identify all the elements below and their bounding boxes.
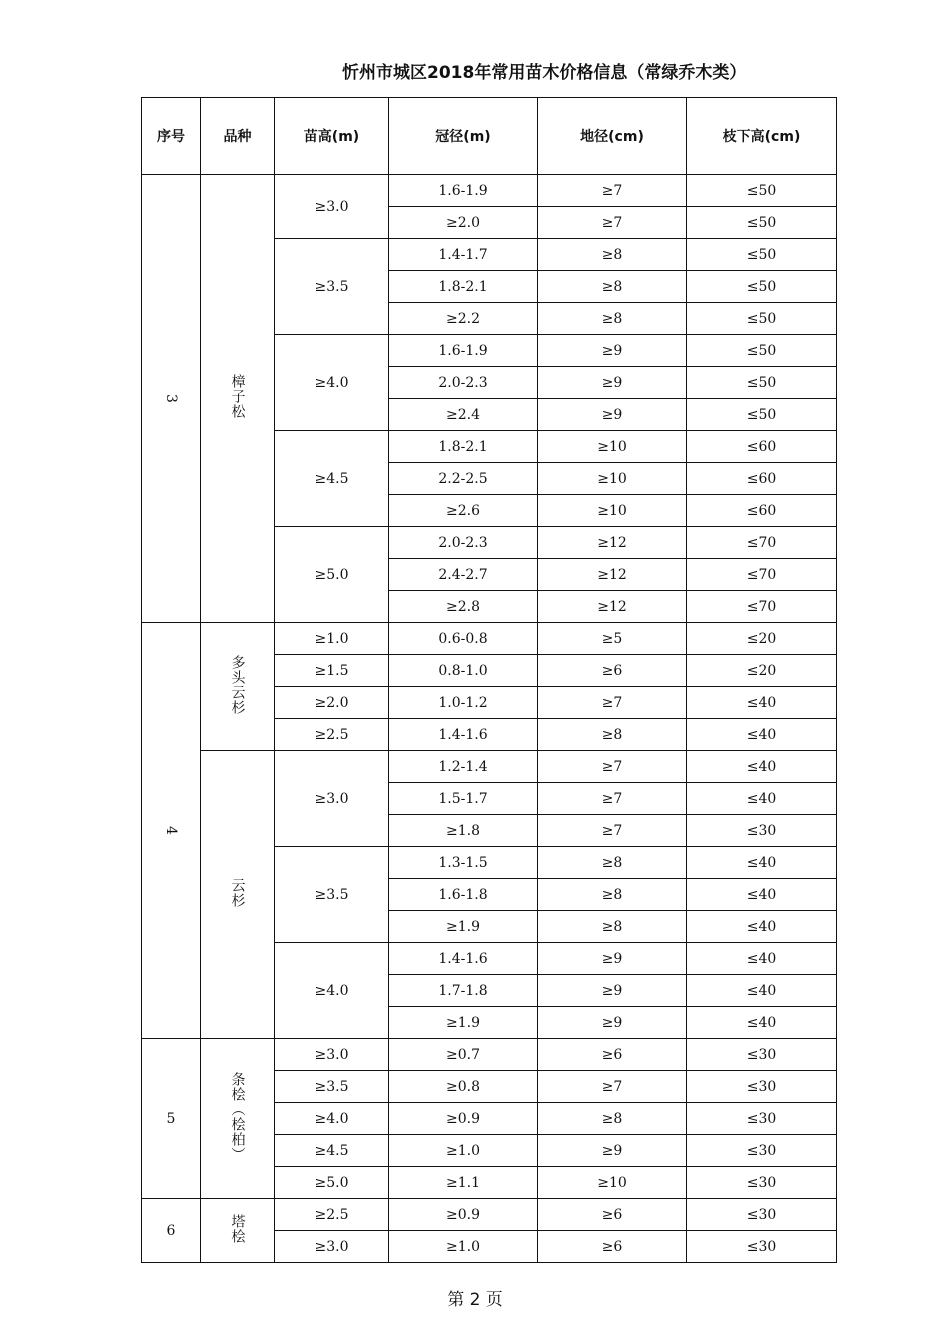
- ground-diameter-cell: ≥10: [538, 1167, 687, 1199]
- ground-diameter-cell: ≥9: [538, 975, 687, 1007]
- height-cell: ≥4.0: [275, 335, 389, 431]
- ground-diameter-cell: ≥8: [538, 303, 687, 335]
- header-crown: 冠径(m): [389, 98, 538, 175]
- ground-diameter-cell: ≥7: [538, 687, 687, 719]
- crown-cell: 0.6-0.8: [389, 623, 538, 655]
- branch-height-cell: ≤40: [687, 975, 837, 1007]
- crown-cell: 1.7-1.8: [389, 975, 538, 1007]
- branch-height-cell: ≤50: [687, 367, 837, 399]
- ground-diameter-cell: ≥9: [538, 399, 687, 431]
- crown-cell: ≥1.9: [389, 911, 538, 943]
- crown-cell: ≥2.0: [389, 207, 538, 239]
- header-height: 苗高(m): [275, 98, 389, 175]
- height-cell: ≥5.0: [275, 527, 389, 623]
- seq-number: 5: [166, 1110, 176, 1127]
- crown-cell: ≥0.9: [389, 1103, 538, 1135]
- ground-diameter-cell: ≥10: [538, 463, 687, 495]
- ground-diameter-cell: ≥6: [538, 655, 687, 687]
- ground-diameter-cell: ≥12: [538, 559, 687, 591]
- crown-cell: 1.2-1.4: [389, 751, 538, 783]
- table-row: [142, 1039, 837, 1071]
- ground-diameter-cell: ≥8: [538, 911, 687, 943]
- height-cell: ≥4.0: [275, 943, 389, 1039]
- branch-height-cell: ≤70: [687, 559, 837, 591]
- branch-height-cell: ≤30: [687, 1231, 837, 1263]
- crown-cell: 1.0-1.2: [389, 687, 538, 719]
- ground-diameter-cell: ≥6: [538, 1039, 687, 1071]
- crown-cell: 2.0-2.3: [389, 527, 538, 559]
- crown-cell: 2.0-2.3: [389, 367, 538, 399]
- height-cell: ≥3.0: [275, 1231, 389, 1263]
- crown-cell: ≥1.0: [389, 1231, 538, 1263]
- crown-cell: ≥0.8: [389, 1071, 538, 1103]
- price-table: [141, 97, 837, 1263]
- branch-height-cell: ≤50: [687, 175, 837, 207]
- crown-cell: ≥0.7: [389, 1039, 538, 1071]
- branch-height-cell: ≤30: [687, 815, 837, 847]
- branch-height-cell: ≤40: [687, 879, 837, 911]
- height-cell: ≥4.5: [275, 1135, 389, 1167]
- species-cell: [201, 751, 275, 1039]
- species-name: 云杉: [229, 877, 246, 908]
- branch-height-cell: ≤40: [687, 687, 837, 719]
- branch-height-cell: ≤40: [687, 847, 837, 879]
- crown-cell: 1.5-1.7: [389, 783, 538, 815]
- branch-height-cell: ≤60: [687, 495, 837, 527]
- crown-cell: 1.8-2.1: [389, 271, 538, 303]
- crown-cell: 1.6-1.8: [389, 879, 538, 911]
- branch-height-cell: ≤40: [687, 751, 837, 783]
- crown-cell: 1.3-1.5: [389, 847, 538, 879]
- header-branch-height: 枝下高(cm): [687, 98, 837, 175]
- page-number: 第 2 页: [447, 1290, 503, 1310]
- branch-height-cell: ≤50: [687, 271, 837, 303]
- branch-height-cell: ≤70: [687, 591, 837, 623]
- height-cell: ≥1.5: [275, 655, 389, 687]
- branch-height-cell: ≤40: [687, 783, 837, 815]
- header-row: [142, 98, 837, 175]
- seq-number: 4: [163, 825, 179, 835]
- height-cell: ≥3.0: [275, 1039, 389, 1071]
- crown-cell: ≥2.4: [389, 399, 538, 431]
- height-cell: ≥3.0: [275, 751, 389, 847]
- species-name: 条桧（桧柏）: [229, 1071, 246, 1162]
- crown-cell: ≥2.8: [389, 591, 538, 623]
- ground-diameter-cell: ≥10: [538, 495, 687, 527]
- branch-height-cell: ≤50: [687, 399, 837, 431]
- crown-cell: 1.6-1.9: [389, 335, 538, 367]
- seq-cell: [142, 175, 201, 623]
- ground-diameter-cell: ≥7: [538, 1071, 687, 1103]
- species-cell: [201, 1199, 275, 1263]
- crown-cell: ≥2.2: [389, 303, 538, 335]
- ground-diameter-cell: ≥7: [538, 207, 687, 239]
- crown-cell: 1.6-1.9: [389, 175, 538, 207]
- height-cell: ≥3.0: [275, 175, 389, 239]
- ground-diameter-cell: ≥5: [538, 623, 687, 655]
- branch-height-cell: ≤50: [687, 335, 837, 367]
- ground-diameter-cell: ≥8: [538, 879, 687, 911]
- ground-diameter-cell: ≥6: [538, 1231, 687, 1263]
- height-cell: ≥3.5: [275, 847, 389, 943]
- branch-height-cell: ≤60: [687, 463, 837, 495]
- height-cell: ≥4.0: [275, 1103, 389, 1135]
- crown-cell: ≥2.6: [389, 495, 538, 527]
- branch-height-cell: ≤50: [687, 303, 837, 335]
- ground-diameter-cell: ≥7: [538, 751, 687, 783]
- ground-diameter-cell: ≥9: [538, 367, 687, 399]
- crown-cell: 1.8-2.1: [389, 431, 538, 463]
- height-cell: ≥2.0: [275, 687, 389, 719]
- ground-diameter-cell: ≥7: [538, 815, 687, 847]
- height-cell: ≥2.5: [275, 719, 389, 751]
- seq-cell: [142, 1199, 201, 1263]
- height-cell: ≥1.0: [275, 623, 389, 655]
- branch-height-cell: ≤40: [687, 719, 837, 751]
- ground-diameter-cell: ≥12: [538, 591, 687, 623]
- ground-diameter-cell: ≥7: [538, 783, 687, 815]
- height-cell: ≥3.5: [275, 239, 389, 335]
- crown-cell: 1.4-1.7: [389, 239, 538, 271]
- header-species: 品种: [201, 98, 275, 175]
- branch-height-cell: ≤20: [687, 623, 837, 655]
- ground-diameter-cell: ≥9: [538, 1007, 687, 1039]
- ground-diameter-cell: ≥9: [538, 1135, 687, 1167]
- table-row: [142, 751, 837, 783]
- branch-height-cell: ≤30: [687, 1199, 837, 1231]
- crown-cell: 2.2-2.5: [389, 463, 538, 495]
- species-name: 樟子松: [229, 374, 246, 419]
- branch-height-cell: ≤30: [687, 1071, 837, 1103]
- branch-height-cell: ≤30: [687, 1135, 837, 1167]
- ground-diameter-cell: ≥8: [538, 1103, 687, 1135]
- table-row: [142, 623, 837, 655]
- ground-diameter-cell: ≥8: [538, 719, 687, 751]
- height-cell: ≥4.5: [275, 431, 389, 527]
- branch-height-cell: ≤30: [687, 1039, 837, 1071]
- branch-height-cell: ≤30: [687, 1103, 837, 1135]
- branch-height-cell: ≤70: [687, 527, 837, 559]
- ground-diameter-cell: ≥7: [538, 175, 687, 207]
- table-row: [142, 175, 837, 207]
- ground-diameter-cell: ≥8: [538, 271, 687, 303]
- crown-cell: ≥1.9: [389, 1007, 538, 1039]
- branch-height-cell: ≤40: [687, 943, 837, 975]
- height-cell: ≥2.5: [275, 1199, 389, 1231]
- header-ground-diameter: 地径(cm): [538, 98, 687, 175]
- crown-cell: 1.4-1.6: [389, 719, 538, 751]
- crown-cell: ≥1.0: [389, 1135, 538, 1167]
- height-cell: ≥3.5: [275, 1071, 389, 1103]
- branch-height-cell: ≤40: [687, 911, 837, 943]
- species-cell: [201, 175, 275, 623]
- ground-diameter-cell: ≥8: [538, 239, 687, 271]
- table-body: [142, 175, 837, 1263]
- crown-cell: ≥1.8: [389, 815, 538, 847]
- species-name: 多头云杉: [229, 654, 246, 715]
- branch-height-cell: ≤50: [687, 207, 837, 239]
- crown-cell: 0.8-1.0: [389, 655, 538, 687]
- table-row: [142, 1199, 837, 1231]
- crown-cell: 2.4-2.7: [389, 559, 538, 591]
- branch-height-cell: ≤30: [687, 1167, 837, 1199]
- branch-height-cell: ≤40: [687, 1007, 837, 1039]
- ground-diameter-cell: ≥8: [538, 847, 687, 879]
- species-cell: [201, 1039, 275, 1199]
- branch-height-cell: ≤20: [687, 655, 837, 687]
- page-title: 忻州市城区2018年常用苗木价格信息（常绿乔木类）: [342, 63, 747, 83]
- seq-cell: [142, 1039, 201, 1199]
- header-seq: 序号: [142, 98, 201, 175]
- ground-diameter-cell: ≥10: [538, 431, 687, 463]
- height-cell: ≥5.0: [275, 1167, 389, 1199]
- ground-diameter-cell: ≥12: [538, 527, 687, 559]
- species-cell: [201, 623, 275, 751]
- crown-cell: 1.4-1.6: [389, 943, 538, 975]
- branch-height-cell: ≤50: [687, 239, 837, 271]
- ground-diameter-cell: ≥6: [538, 1199, 687, 1231]
- crown-cell: ≥0.9: [389, 1199, 538, 1231]
- seq-cell: [142, 623, 201, 1039]
- seq-number: 6: [166, 1222, 176, 1239]
- seq-number: 3: [163, 393, 179, 403]
- ground-diameter-cell: ≥9: [538, 335, 687, 367]
- branch-height-cell: ≤60: [687, 431, 837, 463]
- crown-cell: ≥1.1: [389, 1167, 538, 1199]
- species-name: 塔桧: [229, 1213, 246, 1244]
- ground-diameter-cell: ≥9: [538, 943, 687, 975]
